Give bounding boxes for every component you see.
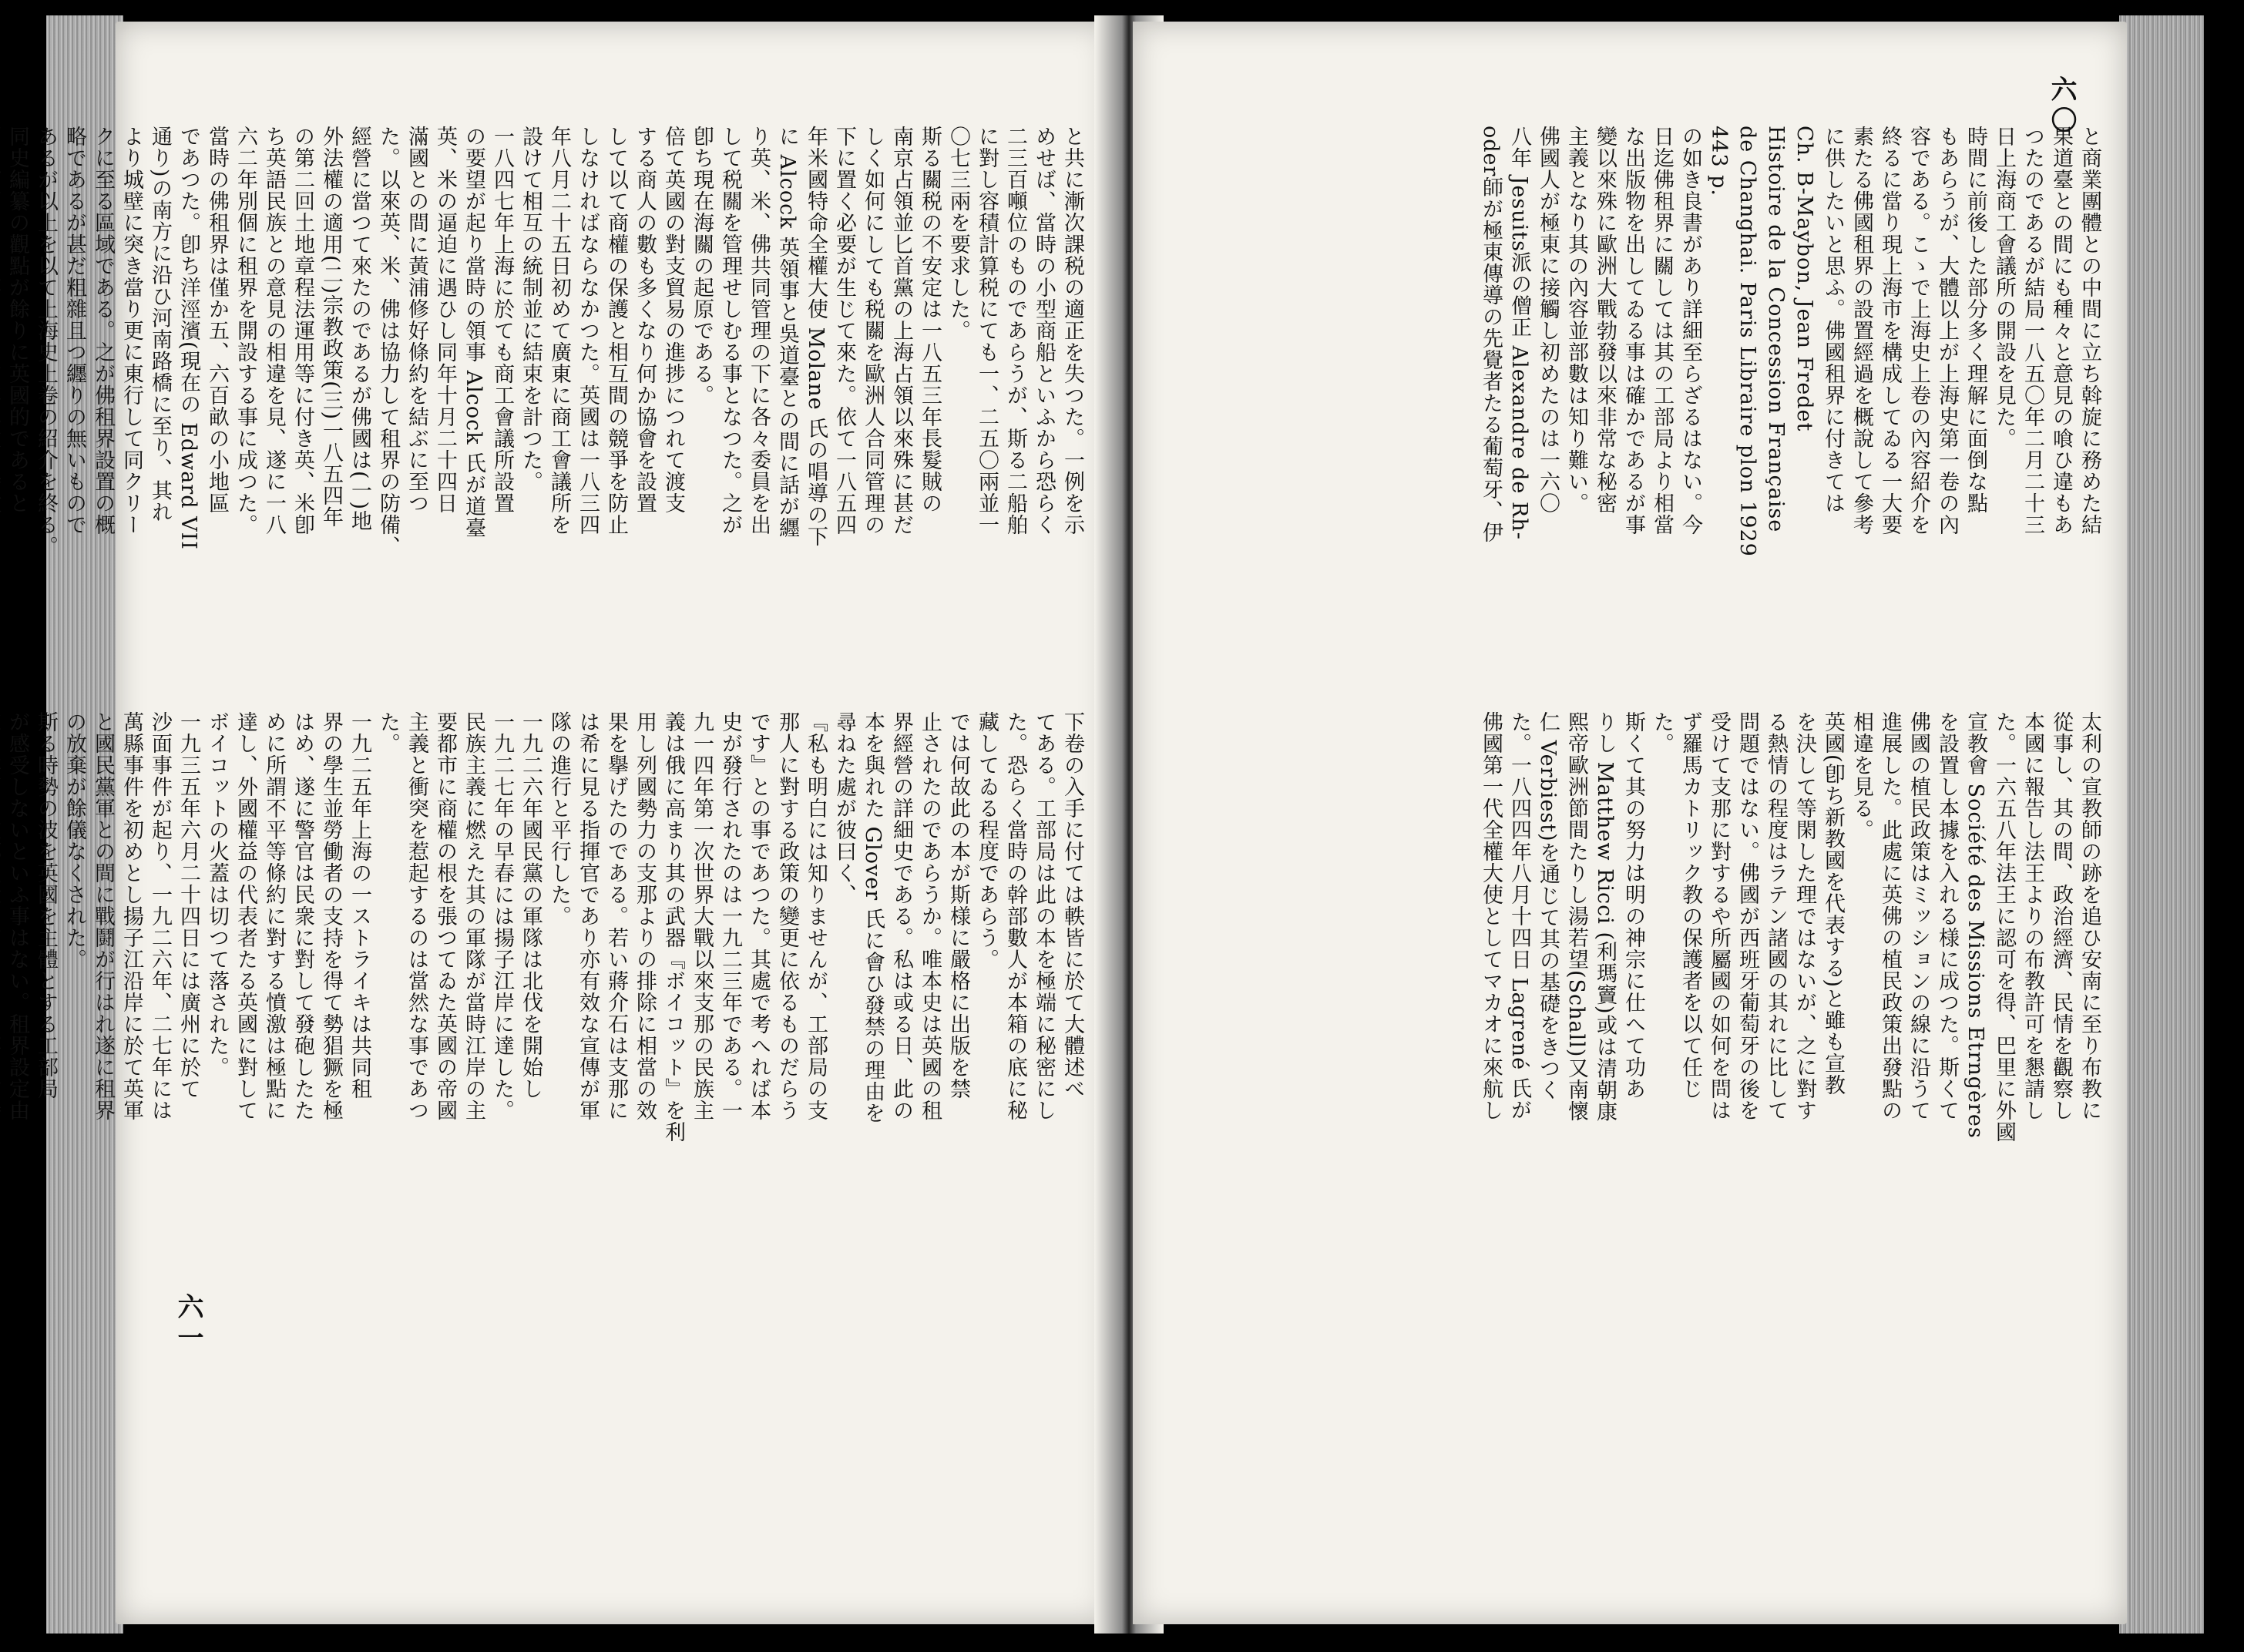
text-column: 一九二七年の早春には揚子江岸に達した。 — [490, 711, 514, 1121]
text-column: しなければならなかつた。英國は一八三四 — [576, 126, 600, 536]
text-column — [0, 711, 3, 1266]
text-column: に對し容積計算税にても一、二五〇兩並一 — [975, 126, 999, 536]
text-column: てある。工部局は此の本を極端に秘密にし — [1032, 711, 1056, 1121]
text-column: 界の學生並勞働者の支持を得て勢猖獗を極 — [319, 711, 343, 1121]
text-column: 當時の佛租界は僅か五、六百畝の小地區 — [205, 126, 229, 514]
text-column: 443 p. — [1707, 126, 1731, 196]
text-column: 下に置く必要が生じて來た。依て一八五四 — [832, 126, 856, 536]
text-column: の放棄が餘儀なくされた。 — [62, 711, 86, 970]
text-column: する商人の數も多くなり何か協會を設置 — [633, 126, 657, 514]
text-column: 萬縣事件を初めとし揚子江沿岸に於て英軍 — [119, 711, 143, 1121]
text-column: た。恐らく當時の幹部數人が本箱の底に秘 — [1003, 711, 1027, 1121]
text-column — [0, 126, 3, 665]
text-column: 滿國との間に黃浦修好條約を結ぶに至つ — [405, 126, 428, 514]
text-column: 達し、外國權益の代表者たる英國に對して — [233, 711, 257, 1121]
text-column: 主義となり其の內容並部數は知り難い。 — [1564, 126, 1588, 514]
text-column: より城壁に突き當り更に東行して同クリー — [119, 126, 143, 536]
text-column: た。一八四四年八月十四日 Lagrené 氏が — [1507, 711, 1531, 1121]
text-column: の要望が起り當時の領事 Alcock 氏が道臺 — [462, 126, 485, 539]
text-column: 義は俄に高まり其の武器『ボイコット』を利 — [661, 711, 685, 1143]
text-column: を設置し本據を入れる様に成つた。斯くて — [1935, 711, 1959, 1121]
text-column: 二三百噸位のものであらうが、斯る二船舶 — [1003, 126, 1027, 536]
text-column: 日上海商工會議所の開設を見た。 — [1992, 126, 2016, 449]
text-column: はめ、遂に警官は民衆に對して發砲したた — [291, 711, 314, 1121]
right-upper-text — [1476, 126, 2104, 680]
text-column: りし Matthew Ricci (利瑪竇)或は清朝康 — [1593, 711, 1617, 1123]
text-column: 同史編纂の觀點が餘りに英國的であると — [5, 126, 29, 514]
text-column: 史が發行されたのは一九二三年である。一 — [718, 711, 742, 1121]
text-column: 設けて相互の統制並に結束を計つた。 — [519, 126, 543, 492]
text-column: た。 — [376, 711, 400, 754]
text-column: 年米國特命全權大使 Molane 氏の唱導の下 — [804, 126, 828, 548]
text-column: もあらうが、大體以上が上海史第一卷の內 — [1935, 126, 1959, 536]
text-column: 日迄佛租界に關しては其の工部局より相當 — [1650, 126, 1674, 536]
left-page — [5, 22, 1110, 1624]
text-column: 〇七三兩を要求した。 — [946, 126, 970, 341]
text-column: 民族主義に燃えた其の軍隊が當時江岸の主 — [462, 711, 485, 1121]
text-column: 本國に報告し法王よりの布教許可を懇請し — [2021, 711, 2044, 1121]
text-column: つたのであるが結局一八五〇年二月二十三 — [2021, 126, 2044, 536]
text-column: 略であるが甚だ粗雜且つ纒りの無いもので — [62, 126, 86, 536]
text-column: た。一六五八年法王に認可を得、巴里に外國 — [1992, 711, 2016, 1143]
text-column: 隊の進行と平行した。 — [547, 711, 571, 927]
text-column: 一八四七年上海に於ても商工會議所設置 — [490, 126, 514, 514]
text-column: しく如何にしても税關を歐洲人合同管理の — [861, 126, 885, 536]
text-column: 主義と衝突を惹起するのは當然な事であつ — [405, 711, 428, 1121]
text-column: 英、米の逼迫に遇ひし同年十月二十四日 — [433, 126, 457, 514]
text-column: は希に見る指揮官であり亦有效な宣傳が軍 — [576, 711, 600, 1121]
text-column: な出版物を出してゐる事は確かであるが事 — [1621, 126, 1645, 536]
text-column: 果を擧げたのである。若い蔣介石は支那に — [604, 711, 628, 1121]
text-column: あるが以上を以て上海史上卷の紹介を終る。 — [34, 126, 58, 557]
right-lower-text — [1476, 711, 2104, 1266]
text-column: り英、米、佛共同管理の下に各々委員を出 — [747, 126, 771, 536]
text-column: の第二回土地章程法運用等に付き英、米卽 — [291, 126, 314, 536]
text-column: た。以來英、米、佛は協力して租界の防備、 — [376, 126, 400, 557]
left-upper-text — [0, 126, 1087, 665]
text-column: ず羅馬カトリック教の保護者を以て任じ — [1678, 711, 1702, 1100]
text-column: 倍て英國の對支貿易の進捗につれて渡支 — [661, 126, 685, 514]
text-column: 外法權の適用(二)宗教政策(三)一八五四年 — [319, 126, 343, 529]
text-column: 問題ではない。佛國が西班牙葡萄牙の後を — [1735, 711, 1759, 1121]
text-column: 時間に前後した部分多く理解に面倒な點 — [1964, 126, 1987, 514]
text-column: 用し列國勢力の支那よりの排除に相當の效 — [633, 711, 657, 1121]
text-column: Histoire de la Concession Française — [1764, 126, 1788, 533]
text-column: クに至る區域である。之が佛租界設置の概 — [91, 126, 115, 536]
text-column: 要都市に商權の根を張つてゐた英國の帝國 — [433, 711, 457, 1121]
text-column: 六二年別個に租界を開設する事に成つた。 — [233, 126, 257, 536]
text-column: と商業團體との中間に立ち斡旋に務めた結 — [2078, 126, 2101, 536]
page-number: 六〇 — [2046, 76, 2077, 137]
text-column: 終るに當り現上海市を構成してゐる一大要 — [1878, 126, 1902, 536]
text-column: して税關を管理せしむる事となつた。之が — [718, 126, 742, 536]
text-column: 宣教會 Société des Missions Etrngères — [1964, 711, 1987, 1139]
text-column: 斯くて其の努力は明の神宗に仕へて功あ — [1621, 711, 1645, 1100]
text-column: 容である。こゝで上海史上卷の內容紹介を — [1906, 126, 1930, 536]
right-page — [1133, 22, 2127, 1624]
text-column: 通り)の南方に沿ひ河南路橋に至り、其れ — [148, 126, 172, 523]
text-column: 佛國人が極東に接觸し初めたのは一六〇 — [1536, 126, 1560, 514]
text-column: 沙面事件が起り、一九二六年、二七年には — [148, 711, 172, 1121]
text-column: 果道臺との間にも種々と意見の喰ひ違もあ — [2049, 126, 2073, 536]
text-column: 下卷の入手に付ては軼皆に於て大體述べ — [1060, 711, 1084, 1100]
text-column: と共に漸次課税の適正を失つた。一例を示 — [1060, 126, 1084, 536]
text-column: めに所謂不平等條約に對する憤激は極點に — [262, 711, 286, 1121]
text-column: た。 — [1650, 711, 1674, 754]
text-column: 那人に對する政策の變更に依るものだらう — [775, 711, 799, 1121]
text-column: 相違を見る。 — [1849, 711, 1873, 841]
text-column: 止されたのであらうか。唯本史は英國の租 — [918, 711, 942, 1121]
text-column: を決して等閑した理ではないが、之に對す — [1792, 711, 1816, 1121]
text-column: して以て商權の保護と相互間の競爭を防止 — [604, 126, 628, 536]
text-column: 九一四年第一次世界大戰以來支那の民族主 — [690, 711, 714, 1121]
text-column: 本を與れた Glover 氏に會ひ發禁の理由を — [861, 711, 885, 1124]
text-column: では何故此の本が斯様に嚴格に出版を禁 — [946, 711, 970, 1100]
text-column: 年八月二十五日初めて廣東に商工會議所を — [547, 126, 571, 536]
text-column: 南京占領並匕首黨の上海占領以來殊に甚だ — [889, 126, 913, 536]
left-lower-text — [0, 711, 1087, 1266]
text-column: が感受しないといふ事はない。租界設定由 — [5, 711, 29, 1121]
text-column: ボイコットの火蓋は切つて落された。 — [205, 711, 229, 1078]
text-column: 仁 Verbiest)を通じて其の基礎をきつく — [1536, 711, 1560, 1101]
text-column: めせば、當時の小型商船といふから恐らく — [1032, 126, 1056, 536]
text-column: 一九二六年國民黨の軍隊は北伐を開始し — [519, 711, 543, 1100]
text-column: 變以來殊に歐洲大戰勃發以來非常な秘密 — [1593, 126, 1617, 514]
text-column: に Alcock 英領事と吳道臺との間に話が纒 — [775, 126, 799, 539]
text-column: 斯る關税の不安定は一八五三年長髮賊の — [918, 126, 942, 514]
text-column: 藏してゐる程度であらう。 — [975, 711, 999, 970]
text-column: 英國(卽ち新教國を代表する)と雖も宣教 — [1821, 711, 1845, 1096]
text-column: 受けて支那に對するや所屬國の如何を問は — [1707, 711, 1731, 1121]
text-column: Ch. B-Maybon, Jean Fredet — [1792, 126, 1816, 432]
text-column: 太利の宣教師の跡を追ひ安南に至り布教に — [2078, 711, 2101, 1121]
text-column: と國民黨軍との間に戰鬪が行はれ遂に租界 — [91, 711, 115, 1121]
text-column: 一九二五年上海の一ストライキは共同租 — [348, 711, 371, 1100]
page-number: 六一 — [173, 1293, 203, 1355]
text-column: de Changhai. Paris Libraire plon 1929 — [1735, 126, 1759, 557]
text-column: 一九三五年六月二十四日には廣州に於て — [176, 711, 200, 1100]
text-column: 『私も明白には知りませんが、工部局の支 — [804, 711, 828, 1121]
text-column: 進展した。此處に英佛の植民政策出發點の — [1878, 711, 1902, 1121]
text-column: です』との事であつた。其處で考へれば本 — [747, 711, 771, 1121]
text-column: の如き良書があり詳細至らざるはない。今 — [1678, 126, 1702, 536]
page-stack-edge-right — [2119, 15, 2204, 1634]
text-column: 佛國の植民政策はミッションの線に沿うて — [1906, 711, 1930, 1121]
text-column: に供したいと思ふ。佛國租界に付きては — [1821, 126, 1845, 514]
text-column: 八年 Jesuits派の僧正 Alexandre de Rh- — [1507, 126, 1531, 540]
text-column: 經營に當つて來たのであるが佛國は(一)地 — [348, 126, 371, 532]
text-column: であつた。卽ち洋涇濱(現在の Edward VII — [176, 126, 200, 550]
text-column: 熙帝歐洲節間たりし湯若望(Schall)又南懷 — [1564, 711, 1588, 1123]
text-column: 界經營の詳細史である。私は或る日、此の — [889, 711, 913, 1121]
text-column: 尋ねた處が彼曰く、 — [832, 711, 856, 905]
text-column: る熱情の程度はラテン諸國の其れに比して — [1764, 711, 1788, 1121]
text-column: 斯る時勢の波を英國を主體とする工部局 — [34, 711, 58, 1100]
text-column: 從事し、其の間、政治經濟、民情を觀察し — [2049, 711, 2073, 1121]
text-column: 佛國第一代全權大使としてマカオに來航し — [1479, 711, 1503, 1121]
text-column: ち英語民族との意見の相違を見、遂に一八 — [262, 126, 286, 536]
text-column: 卽ち現在海關の起原である。 — [690, 126, 714, 406]
text-column: oder師が極東傳導の先覺者たる葡萄牙、伊 — [1479, 126, 1503, 544]
text-column: 素たる佛國租界の設置經過を概說して參考 — [1849, 126, 1873, 536]
